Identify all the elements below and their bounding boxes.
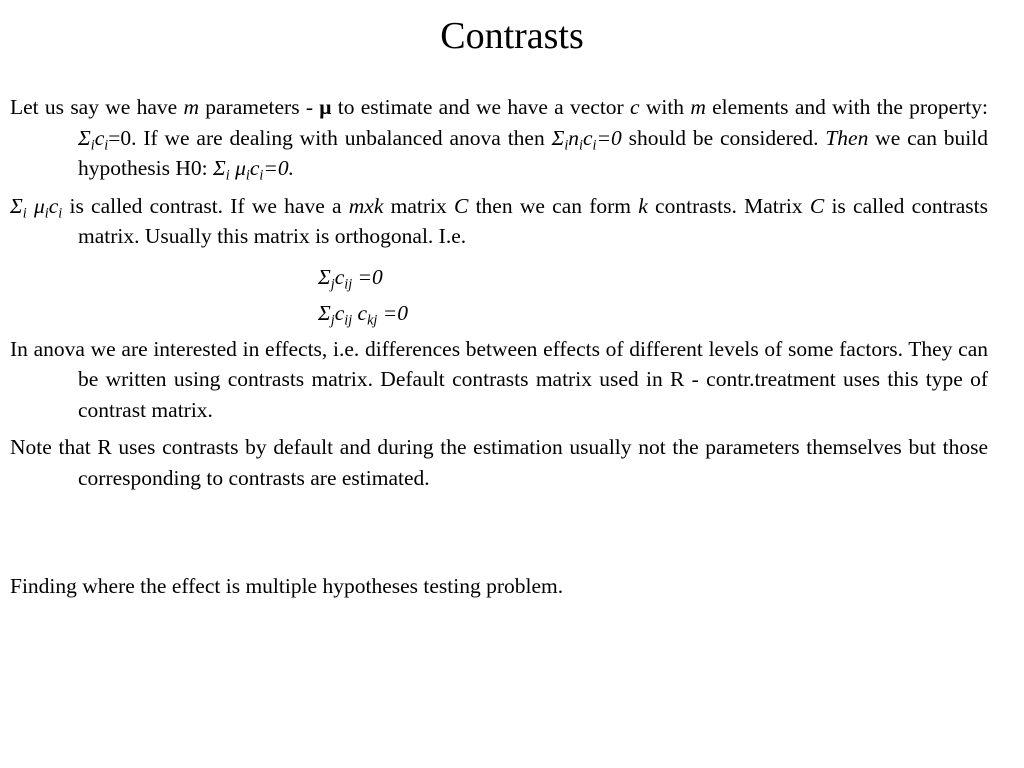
equation-block [10, 259, 988, 331]
equation-row-sum: $\Sigma_jc_{ij} =0$ [318, 264, 383, 292]
slide-title: Contrasts [440, 15, 584, 57]
slide-body [10, 92, 988, 609]
paragraph-contrast-definition: $\Sigma_i$ $\mu_ic_i$ is called contrast. If we have a mxk matrix C then we can form k contrasts. Matrix C is called contrasts matrix. Usually this matrix is orthogonal. I.e. [10, 193, 989, 248]
paragraph-multiple-testing: Finding where the effect is multiple hypotheses testing problem. [10, 574, 564, 598]
paragraph-anova-effects: In anova we are interested in effects, i.e. differences between effects of different levels of some factors. They can be written using contrasts matrix. Default contrasts matrix used in R - contr.treatment uses this type of contrast matrix. [10, 336, 988, 422]
paragraph-parameters: Let us say we have m parameters - μ to estimate and we have a vector c with m elements and with the property: $\Sigma_ic_i=0$. If we are dealing with unbalanced anova then $\Sigma_in_ic_i=0$ should be considered. Then we can build hypothesis H0: $\Sigma_i$ $\mu_ic_i=0$. [10, 95, 988, 184]
paragraph-r-contrasts: Note that R uses contrasts by default and during the estimation usually not the parameters themselves but those corresponding to contrasts are estimated. [10, 435, 988, 490]
equation-orthogonality: $\Sigma_jc_{ij}$ $c_{kj} =0$ [318, 300, 408, 328]
